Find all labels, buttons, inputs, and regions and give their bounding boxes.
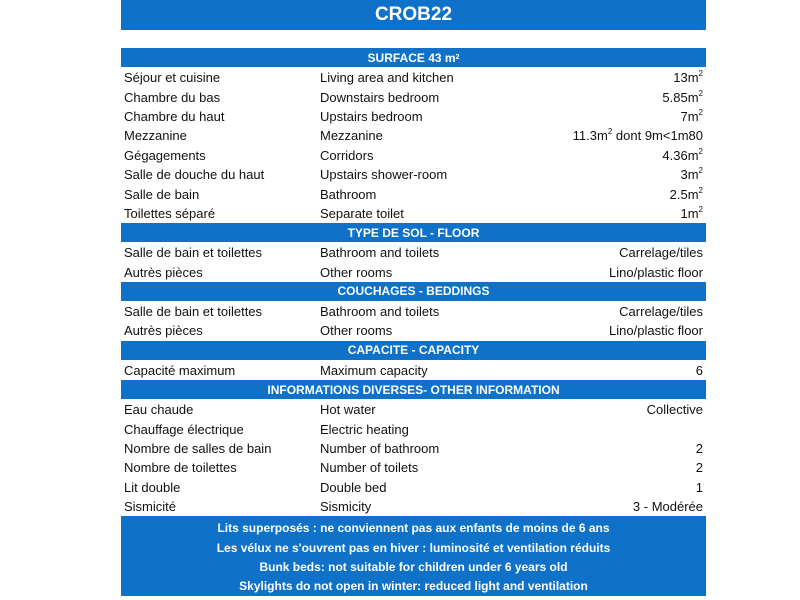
value-cell	[560, 109, 706, 124]
label-en: Sismicity	[320, 499, 372, 515]
table-row	[121, 87, 706, 106]
value: Lino/plastic floor	[609, 323, 703, 339]
value: 3 - Modérée	[632, 499, 703, 515]
label-fr: Lit double	[124, 479, 181, 495]
notes-panel	[121, 516, 706, 596]
value: 11.3m	[572, 128, 608, 144]
label-fr: Autrès pièces	[124, 323, 203, 339]
label-en: Downstairs bedroom	[320, 89, 440, 105]
table-row	[121, 458, 706, 477]
value-cell	[560, 167, 706, 182]
table-row	[121, 243, 706, 262]
page-title: CROB22	[121, 0, 706, 30]
info-sheet	[121, 0, 706, 596]
label-en: Upstairs shower-room	[320, 167, 448, 183]
value: 2.5m	[669, 186, 699, 202]
value-sup: 2	[698, 146, 703, 156]
note-line: Bunk beds: not suitable for children under 6 years old	[259, 559, 568, 574]
floor-rows	[121, 243, 706, 282]
value-cell	[560, 148, 706, 163]
table-row	[121, 497, 706, 516]
section-header-other: INFORMATIONS DIVERSES- OTHER INFORMATION	[121, 380, 706, 399]
value: 4.36m	[662, 147, 699, 163]
label-en: Separate toilet	[320, 205, 404, 221]
value: Lino/plastic floor	[609, 264, 703, 280]
value-sup: 2	[607, 127, 613, 137]
value: 13m	[673, 70, 699, 86]
value: 7m	[680, 108, 699, 124]
label-fr: Mezzanine	[124, 128, 187, 144]
table-row	[121, 204, 706, 223]
table-row	[121, 400, 706, 419]
label-fr: Chambre du haut	[124, 108, 225, 124]
label-fr: Chauffage électrique	[124, 421, 244, 437]
label-fr: Salle de douche du haut	[124, 167, 265, 183]
table-row	[121, 107, 706, 126]
value: Carrelage/tiles	[619, 304, 703, 320]
label-en: Bathroom and toilets	[320, 304, 440, 320]
table-row	[121, 263, 706, 282]
value-cell	[560, 187, 706, 202]
surface-header-text: SURFACE 43 m	[367, 50, 456, 65]
note-line: Lits superposés : ne conviennent pas aux enfants de moins de 6 ans	[217, 521, 610, 536]
value-sup: 2	[698, 204, 703, 214]
value: 5.85m	[662, 89, 699, 105]
label-fr: Séjour et cuisine	[124, 70, 221, 86]
value: 3m	[680, 167, 699, 183]
table-row	[121, 361, 706, 380]
label-en: Other rooms	[320, 323, 393, 339]
value: Carrelage/tiles	[619, 245, 703, 261]
value: 6	[695, 362, 703, 378]
value-cell	[560, 128, 706, 143]
value: 2	[695, 441, 703, 457]
label-fr: Toilettes séparé	[124, 205, 216, 221]
value: 1m	[680, 205, 699, 221]
label-fr: Gégagements	[124, 147, 206, 163]
value-sup: 2	[698, 166, 703, 176]
table-row	[121, 478, 706, 497]
label-fr: Salle de bain et toilettes	[124, 245, 263, 261]
label-en: Electric heating	[320, 421, 409, 437]
value: 2	[695, 460, 703, 476]
note-line: Les vélux ne s'ouvrent pas en hiver : luminosité et ventilation réduits	[216, 540, 611, 555]
surface-rows	[121, 68, 706, 223]
table-row	[121, 68, 706, 87]
label-fr: Nombre de toilettes	[124, 460, 237, 476]
value-cell	[560, 70, 706, 85]
label-en: Corridors	[320, 147, 374, 163]
value-sup: 2	[698, 185, 703, 195]
table-row	[121, 321, 706, 340]
other-rows	[121, 400, 706, 516]
label-fr: Capacité maximum	[124, 362, 236, 378]
label-fr: Salle de bain	[124, 186, 200, 202]
value-cell	[560, 90, 706, 105]
label-en: Maximum capacity	[320, 362, 428, 378]
table-row	[121, 165, 706, 184]
label-fr: Chambre du bas	[124, 89, 221, 105]
section-header-surface: SURFACE 43 m 2	[121, 48, 706, 67]
label-fr: Sismicité	[124, 499, 177, 515]
table-row	[121, 302, 706, 321]
label-fr: Eau chaude	[124, 402, 194, 418]
value-cell	[560, 206, 706, 221]
note-line: Skylights do not open in winter: reduced light and ventilation	[239, 579, 588, 594]
label-en: Upstairs bedroom	[320, 108, 423, 124]
label-fr: Salle de bain et toilettes	[124, 304, 263, 320]
section-header-beddings: COUCHAGES - BEDDINGS	[121, 282, 706, 301]
label-en: Number of bathroom	[320, 441, 440, 457]
value: Collective	[646, 402, 703, 418]
label-en: Double bed	[320, 479, 387, 495]
value-sup: 2	[698, 107, 703, 117]
label-en: Living area and kitchen	[320, 70, 454, 86]
table-row	[121, 419, 706, 438]
label-en: Bathroom	[320, 186, 377, 202]
section-header-floor: TYPE DE SOL - FLOOR	[121, 223, 706, 242]
beddings-rows	[121, 302, 706, 341]
value-sup: 2	[698, 69, 703, 79]
table-row	[121, 184, 706, 203]
spacer	[121, 30, 706, 48]
label-en: Hot water	[320, 402, 376, 418]
label-en: Other rooms	[320, 264, 393, 280]
capacity-rows	[121, 361, 706, 380]
label-en: Number of toilets	[320, 460, 419, 476]
value-suffix: dont 9m<1m80	[612, 128, 703, 144]
label-fr: Nombre de salles de bain	[124, 441, 272, 457]
table-row	[121, 439, 706, 458]
section-header-capacity: CAPACITE - CAPACITY	[121, 341, 706, 360]
label-en: Mezzanine	[320, 128, 383, 144]
value: 1	[695, 479, 703, 495]
table-row	[121, 146, 706, 165]
table-row	[121, 126, 706, 145]
value-sup: 2	[698, 88, 703, 98]
label-en: Bathroom and toilets	[320, 245, 440, 261]
label-fr: Autrès pièces	[124, 264, 203, 280]
